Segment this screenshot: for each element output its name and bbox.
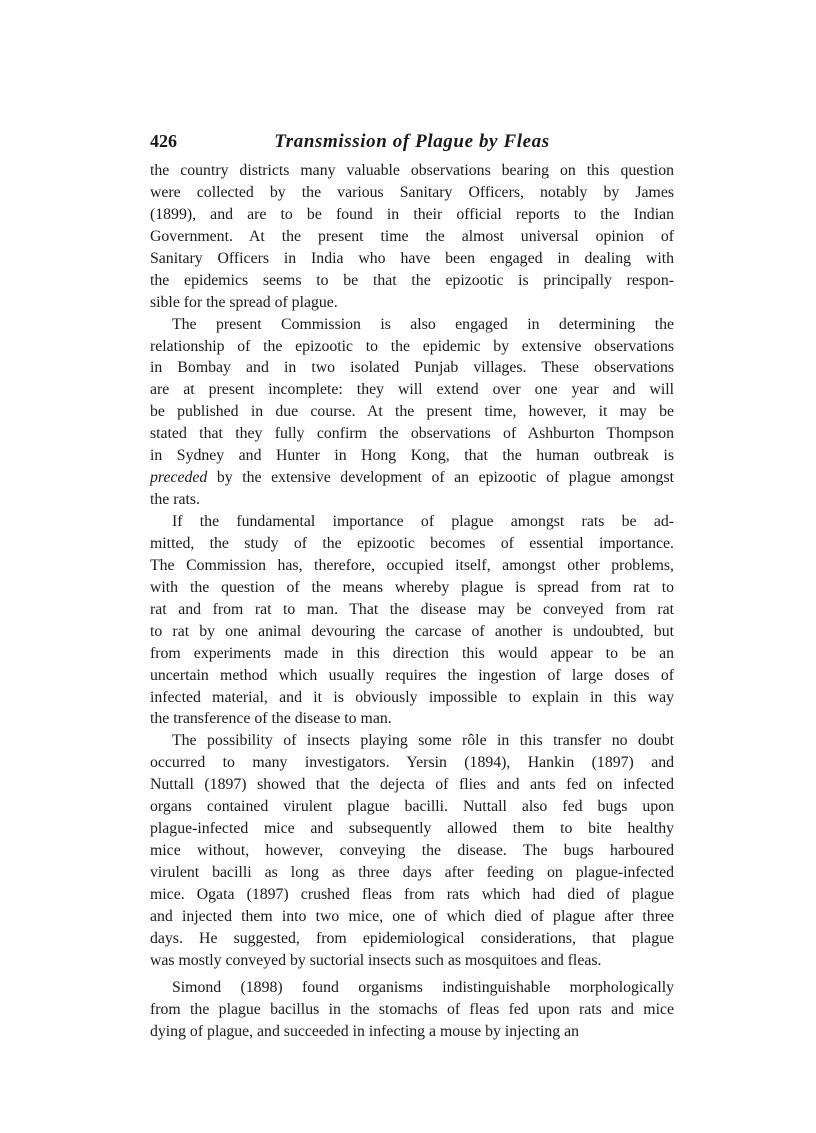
text-line: sible for the spread of plague.	[150, 293, 338, 311]
text-line: days. He suggested, from epidemiological considerations, that plague	[150, 929, 674, 947]
text-line: mice without, however, conveying the disease. The bugs harboured	[150, 842, 674, 860]
emphasis: preceded	[150, 469, 208, 487]
text-line: occurred to many investigators. Yersin (1894), Hankin (1897) and	[150, 754, 674, 772]
page-number: 426	[150, 131, 177, 151]
text-line: the transference of the disease to man.	[150, 710, 392, 728]
text-line: with the question of the means whereby plague is spread from rat to	[150, 578, 674, 596]
text-line: Government. At the present time the almost universal opinion of	[150, 227, 674, 245]
text-line: in Sydney and Hunter in Hong Kong, that the human outbreak is	[150, 447, 674, 465]
text-line: The Commission has, therefore, occupied itself, amongst other problems,	[150, 556, 674, 574]
text-line: mitted, the study of the epizootic becomes of essential importance.	[150, 534, 674, 552]
paragraph	[150, 160, 674, 314]
text-line: The possibility of insects playing some rôle in this transfer no doubt	[172, 732, 674, 750]
text-line: the epidemics seems to be that the epizootic is principally respon-	[150, 271, 674, 289]
text-line: stated that they fully confirm the observations of Ashburton Thompson	[150, 425, 674, 443]
text-line: Sanitary Officers in India who have been engaged in dealing with	[150, 249, 674, 267]
text-line: were collected by the various Sanitary Officers, notably by James	[150, 183, 674, 201]
paragraph	[150, 730, 674, 971]
text-line: The present Commission is also engaged in determining the	[172, 315, 674, 333]
paragraph	[150, 511, 674, 730]
paragraph	[150, 314, 674, 511]
text-line: rat and from rat to man. That the disease may be conveyed from rat	[150, 600, 674, 618]
text-line: to rat by one animal devouring the carcase of another is undoubted, but	[150, 622, 674, 640]
text-line: be published in due course. At the present time, however, it may be	[150, 403, 674, 421]
text-line: from the plague bacillus in the stomachs of fleas fed upon rats and mice	[150, 1000, 674, 1018]
text-line: the country districts many valuable observations bearing on this question	[150, 162, 674, 179]
text-line: dying of plague, and succeeded in infecting a mouse by injecting an	[150, 1022, 580, 1040]
text-line: was mostly conveyed by suctorial insects such as mosquitoes and fleas.	[150, 951, 602, 969]
text-line: plague-infected mice and subsequently allowed them to bite healthy	[150, 820, 674, 838]
text-line: infected material, and it is obviously impossible to explain in this way	[150, 688, 674, 706]
text-line: If the fundamental importance of plague amongst rats be ad-	[172, 513, 674, 530]
text-line: relationship of the epizootic to the epidemic by extensive observations	[150, 337, 674, 355]
text-line: (1899), and are to be found in their official reports to the Indian	[150, 205, 674, 223]
text-line: uncertain method which usually requires the ingestion of large doses of	[150, 666, 674, 684]
text-line: are at present incomplete: they will extend over one year and will	[150, 381, 674, 399]
paragraph	[150, 977, 674, 1043]
text-line: preceded by the extensive development of an epizootic of plague amongst	[150, 469, 674, 487]
running-title: Transmission of Plague by Fleas	[274, 131, 550, 152]
body-text	[150, 160, 674, 1043]
text-line: virulent bacilli as long as three days after feeding on plague-infected	[150, 864, 674, 881]
text-line: and injected them into two mice, one of which died of plague after three	[150, 907, 674, 925]
text-line: Simond (1898) found organisms indistinguishable morphologically	[172, 978, 674, 996]
running-header	[150, 131, 674, 155]
text-line: from experiments made in this direction this would appear to be an	[150, 644, 674, 662]
text-line: in Bombay and in two isolated Punjab villages. These observations	[150, 359, 674, 377]
text-line: Nuttall (1897) showed that the dejecta of flies and ants fed on infected	[150, 776, 674, 794]
text-line: the rats.	[150, 491, 201, 509]
text-line: organs contained virulent plague bacilli. Nuttall also fed bugs upon	[150, 798, 674, 816]
text-line: mice. Ogata (1897) crushed fleas from rats which had died of plague	[150, 885, 674, 903]
